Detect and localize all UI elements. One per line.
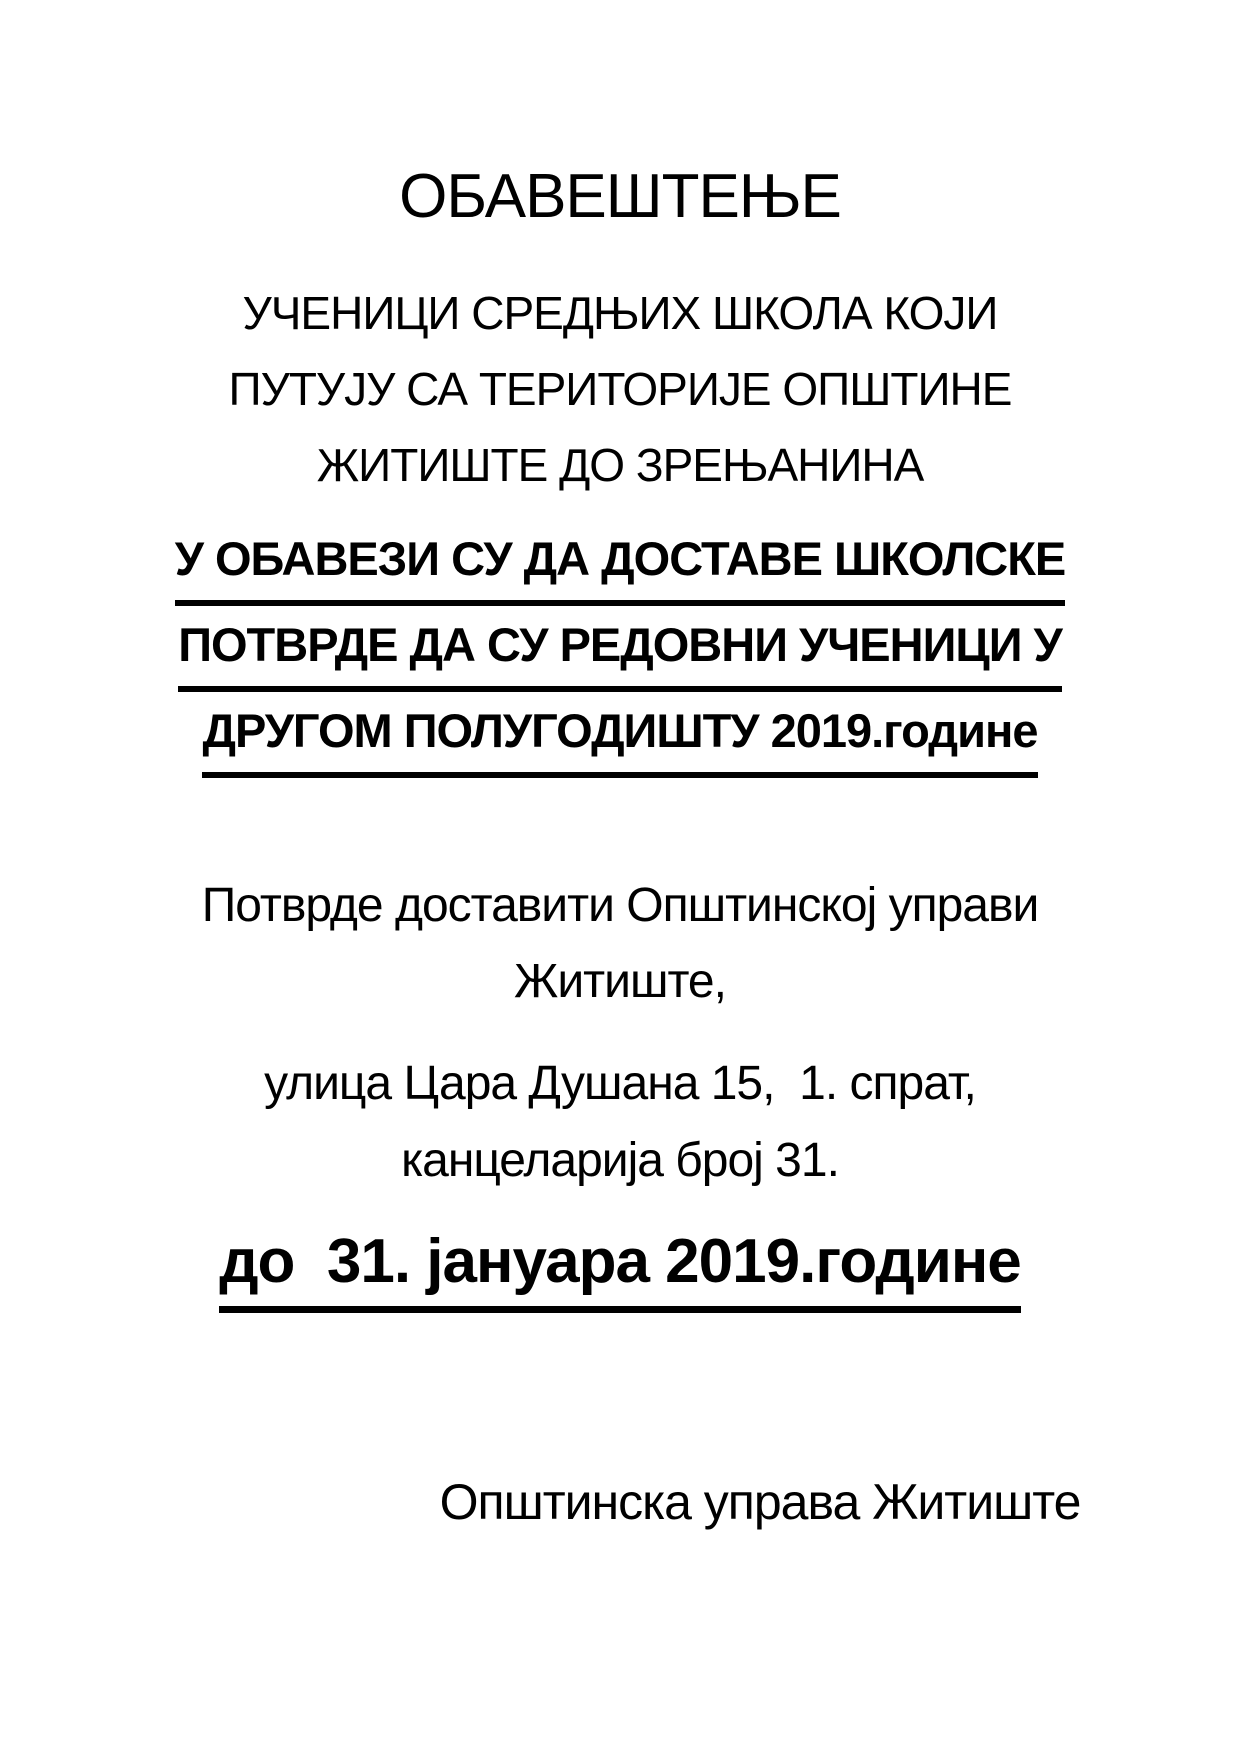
obligation-paragraph	[90, 520, 1150, 778]
delivery-line-1: Потврде доставити Општинској управи	[201, 879, 1039, 932]
address-line-2: канцеларија број 31.	[401, 1134, 839, 1187]
signature-line: Општинска управа Житиште	[439, 1474, 1081, 1530]
delivery-paragraph	[90, 868, 1150, 1020]
intro-line-1: УЧЕНИЦИ СРЕДЊИХ ШКОЛА КОЈИ	[242, 287, 998, 339]
intro-line-3: ЖИТИШТЕ ДО ЗРЕЊАНИНА	[316, 439, 924, 491]
intro-paragraph	[90, 275, 1150, 503]
intro-line-2: ПУТУЈУ СА ТЕРИТОРИЈЕ ОПШТИНЕ	[228, 363, 1012, 415]
address-line-1: улица Цара Душана 15, 1. спрат,	[264, 1057, 976, 1110]
obligation-line-2: ПОТВРДЕ ДА СУ РЕДОВНИ УЧЕНИЦИ У	[90, 606, 1150, 692]
address-paragraph	[90, 1045, 1150, 1199]
obligation-line-1: У ОБАВЕЗИ СУ ДА ДОСТАВЕ ШКОЛСКЕ	[90, 520, 1150, 606]
deadline-text: до 31. јануара 2019.године	[219, 1222, 1021, 1313]
document-title: ОБАВЕШТЕЊЕ	[399, 162, 841, 231]
delivery-line-2: Житиште,	[514, 955, 726, 1008]
obligation-line-3: ДРУГОМ ПОЛУГОДИШТУ 2019.године	[90, 692, 1150, 778]
deadline-line	[90, 1222, 1150, 1313]
